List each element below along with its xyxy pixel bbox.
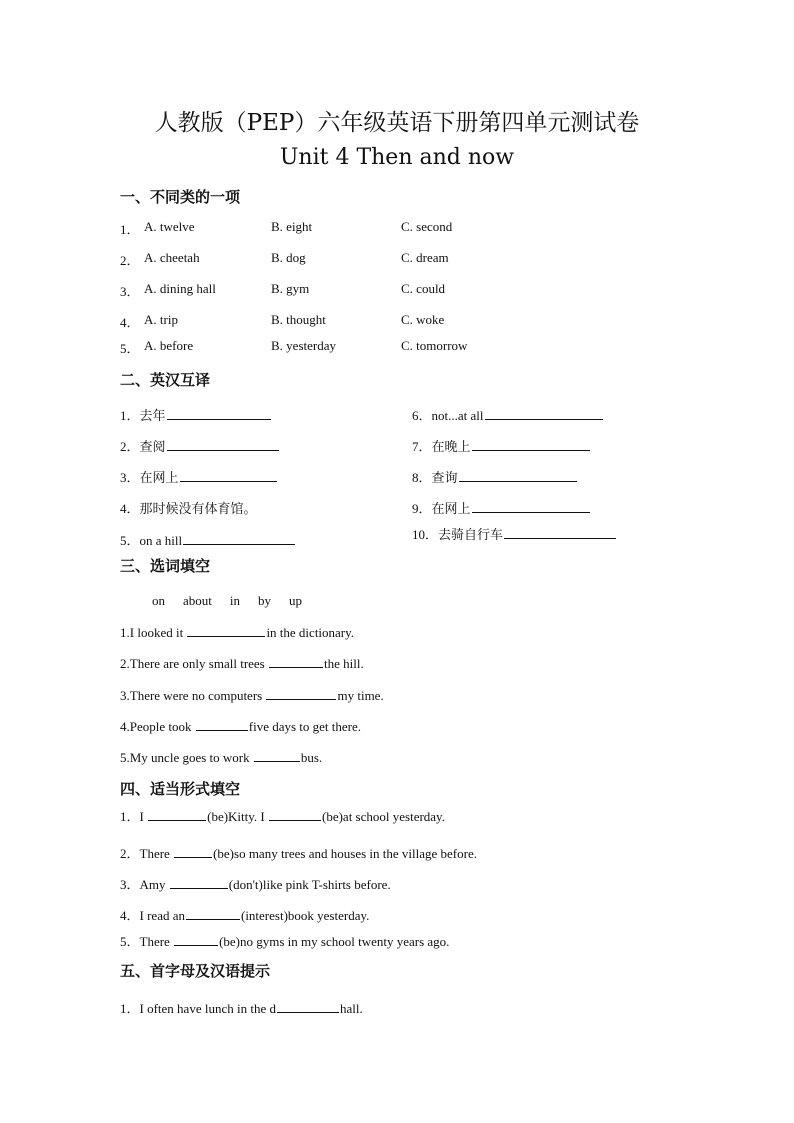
fill-item — [120, 749, 322, 766]
answer-blank[interactable] — [254, 749, 300, 762]
question-number: 2． — [120, 253, 140, 268]
sentence-end: in the dictionary. — [266, 625, 355, 640]
prompt-text: 在网上 — [139, 471, 179, 486]
hint-item — [120, 998, 363, 1017]
answer-blank[interactable] — [277, 1000, 339, 1013]
form-item — [120, 843, 477, 862]
word-bank-item: on — [152, 593, 165, 608]
sentence-start: There — [139, 934, 170, 949]
translation-item — [412, 498, 591, 517]
question-number: 1． — [120, 1001, 140, 1016]
prompt-text: 去骑自行车 — [438, 528, 504, 543]
section-heading-5: 五、首字母及汉语提示 — [120, 962, 271, 980]
word-bank-item: in — [229, 593, 241, 608]
sentence-end: the hill. — [324, 656, 364, 671]
form-item — [120, 874, 391, 893]
answer-blank[interactable] — [196, 718, 248, 731]
option-b: B. eight — [271, 219, 313, 234]
answer-blank[interactable] — [174, 933, 218, 946]
sentence-start: 1.I looked it — [120, 625, 184, 640]
sentence-end: (don't)like pink T-shirts before. — [228, 877, 391, 892]
sentence-end: (be)so many trees and houses in the village before. — [213, 846, 477, 861]
prompt-text: on a hill — [139, 533, 183, 548]
question-number: 3． — [120, 877, 140, 892]
sentence-end: my time. — [337, 688, 384, 703]
question-number: 9． — [412, 501, 432, 516]
option-c: C. second — [401, 219, 453, 234]
answer-blank[interactable] — [269, 655, 323, 668]
option-a: A. before — [144, 338, 194, 353]
sentence-start: Amy — [139, 877, 166, 892]
answer-blank[interactable] — [187, 624, 265, 637]
question-number: 2． — [120, 439, 140, 454]
sentence-start: 4.People took — [120, 719, 192, 734]
sentence-start: There — [139, 846, 170, 861]
question-number: 1． — [120, 222, 140, 237]
translation-item — [120, 467, 278, 486]
fill-item — [120, 718, 361, 735]
sentence-end: (be)at school yesterday. — [322, 809, 445, 824]
form-item — [120, 806, 445, 825]
translation-item — [120, 436, 280, 455]
sentence-middle: (be)Kitty. I — [207, 809, 265, 824]
option-c: C. tomorrow — [401, 338, 468, 353]
sentence-end: (be)no gyms in my school twenty years ago. — [219, 934, 450, 949]
question-number: 10． — [412, 527, 439, 542]
sentence-end: (interest)book yesterday. — [240, 908, 370, 923]
option-c: C. woke — [401, 312, 445, 327]
prompt-text: 在晚上 — [431, 440, 471, 455]
answer-blank[interactable] — [183, 532, 295, 545]
option-a: A. trip — [144, 312, 178, 327]
translation-item — [120, 530, 296, 549]
answer-blank[interactable] — [472, 500, 590, 513]
translation-item — [412, 467, 578, 486]
question-number: 1． — [120, 809, 140, 824]
translation-item — [412, 405, 604, 424]
answer-blank[interactable] — [485, 407, 603, 420]
answer-blank[interactable] — [269, 808, 321, 821]
prompt-text: 那时候没有体育馆。 — [139, 502, 257, 517]
question-number: 5． — [120, 341, 140, 356]
option-a: A. cheetah — [144, 250, 200, 265]
option-b: B. thought — [271, 312, 326, 327]
sentence-end: hall. — [339, 1001, 363, 1016]
section-heading-3: 三、选词填空 — [120, 557, 211, 575]
sentence-start: 5.My uncle goes to work — [120, 750, 250, 765]
prompt-text: 查询 — [431, 471, 458, 486]
section-heading-4: 四、适当形式填空 — [120, 780, 241, 798]
question-number: 8． — [412, 470, 432, 485]
question-number: 4． — [120, 501, 140, 516]
option-b: B. yesterday — [271, 338, 336, 353]
question-number: 2． — [120, 846, 140, 861]
question-number: 4． — [120, 908, 140, 923]
sentence-end: bus. — [300, 750, 323, 765]
option-b: B. gym — [271, 281, 310, 296]
sentence-start: I often have lunch in the d — [139, 1001, 276, 1016]
fill-item — [120, 624, 354, 641]
question-number: 1． — [120, 408, 140, 423]
word-bank-item: by — [258, 593, 272, 608]
prompt-text: 在网上 — [431, 502, 471, 517]
prompt-text: 去年 — [139, 409, 166, 424]
word-bank — [152, 593, 320, 609]
answer-blank[interactable] — [186, 907, 240, 920]
option-a: A. twelve — [144, 219, 195, 234]
form-item — [120, 905, 369, 924]
question-number: 4． — [120, 315, 140, 330]
translation-item — [120, 405, 272, 424]
page-subtitle: Unit 4 Then and now — [279, 145, 515, 170]
sentence-start: I — [139, 809, 144, 824]
form-item — [120, 931, 449, 950]
prompt-text: 查阅 — [139, 440, 166, 455]
translation-item — [412, 436, 591, 455]
page-title: 人教版（PEP）六年级英语下册第四单元测试卷 — [154, 110, 640, 136]
answer-blank[interactable] — [504, 526, 616, 539]
option-c: C. could — [401, 281, 446, 296]
question-number: 5． — [120, 533, 140, 548]
question-number: 3． — [120, 470, 140, 485]
answer-blank[interactable] — [459, 469, 577, 482]
word-bank-item: about — [183, 593, 212, 608]
answer-blank[interactable] — [148, 808, 206, 821]
question-number: 6． — [412, 408, 432, 423]
fill-item — [120, 655, 364, 672]
answer-blank[interactable] — [167, 407, 271, 420]
section-heading-2: 二、英汉互译 — [120, 371, 211, 389]
question-number: 7． — [412, 439, 432, 454]
option-a: A. dining hall — [144, 281, 216, 296]
question-number: 5． — [120, 934, 140, 949]
sentence-start: I read an — [139, 908, 185, 923]
fill-item — [120, 687, 384, 704]
sentence-end: five days to get there. — [248, 719, 362, 734]
option-c: C. dream — [401, 250, 449, 265]
answer-blank[interactable] — [174, 845, 212, 858]
translation-item — [412, 524, 617, 543]
option-b: B. dog — [271, 250, 306, 265]
word-bank-item: up — [289, 593, 303, 608]
answer-blank[interactable] — [180, 469, 277, 482]
answer-blank[interactable] — [266, 687, 336, 700]
sentence-start: 2.There are only small trees — [120, 656, 265, 671]
translation-item — [120, 498, 257, 517]
question-number: 3． — [120, 284, 140, 299]
answer-blank[interactable] — [472, 438, 590, 451]
answer-blank[interactable] — [167, 438, 279, 451]
sentence-start: 3.There were no computers — [120, 688, 263, 703]
prompt-text: not...at all — [431, 408, 484, 423]
section-heading-1: 一、不同类的一项 — [120, 188, 241, 206]
answer-blank[interactable] — [170, 876, 228, 889]
